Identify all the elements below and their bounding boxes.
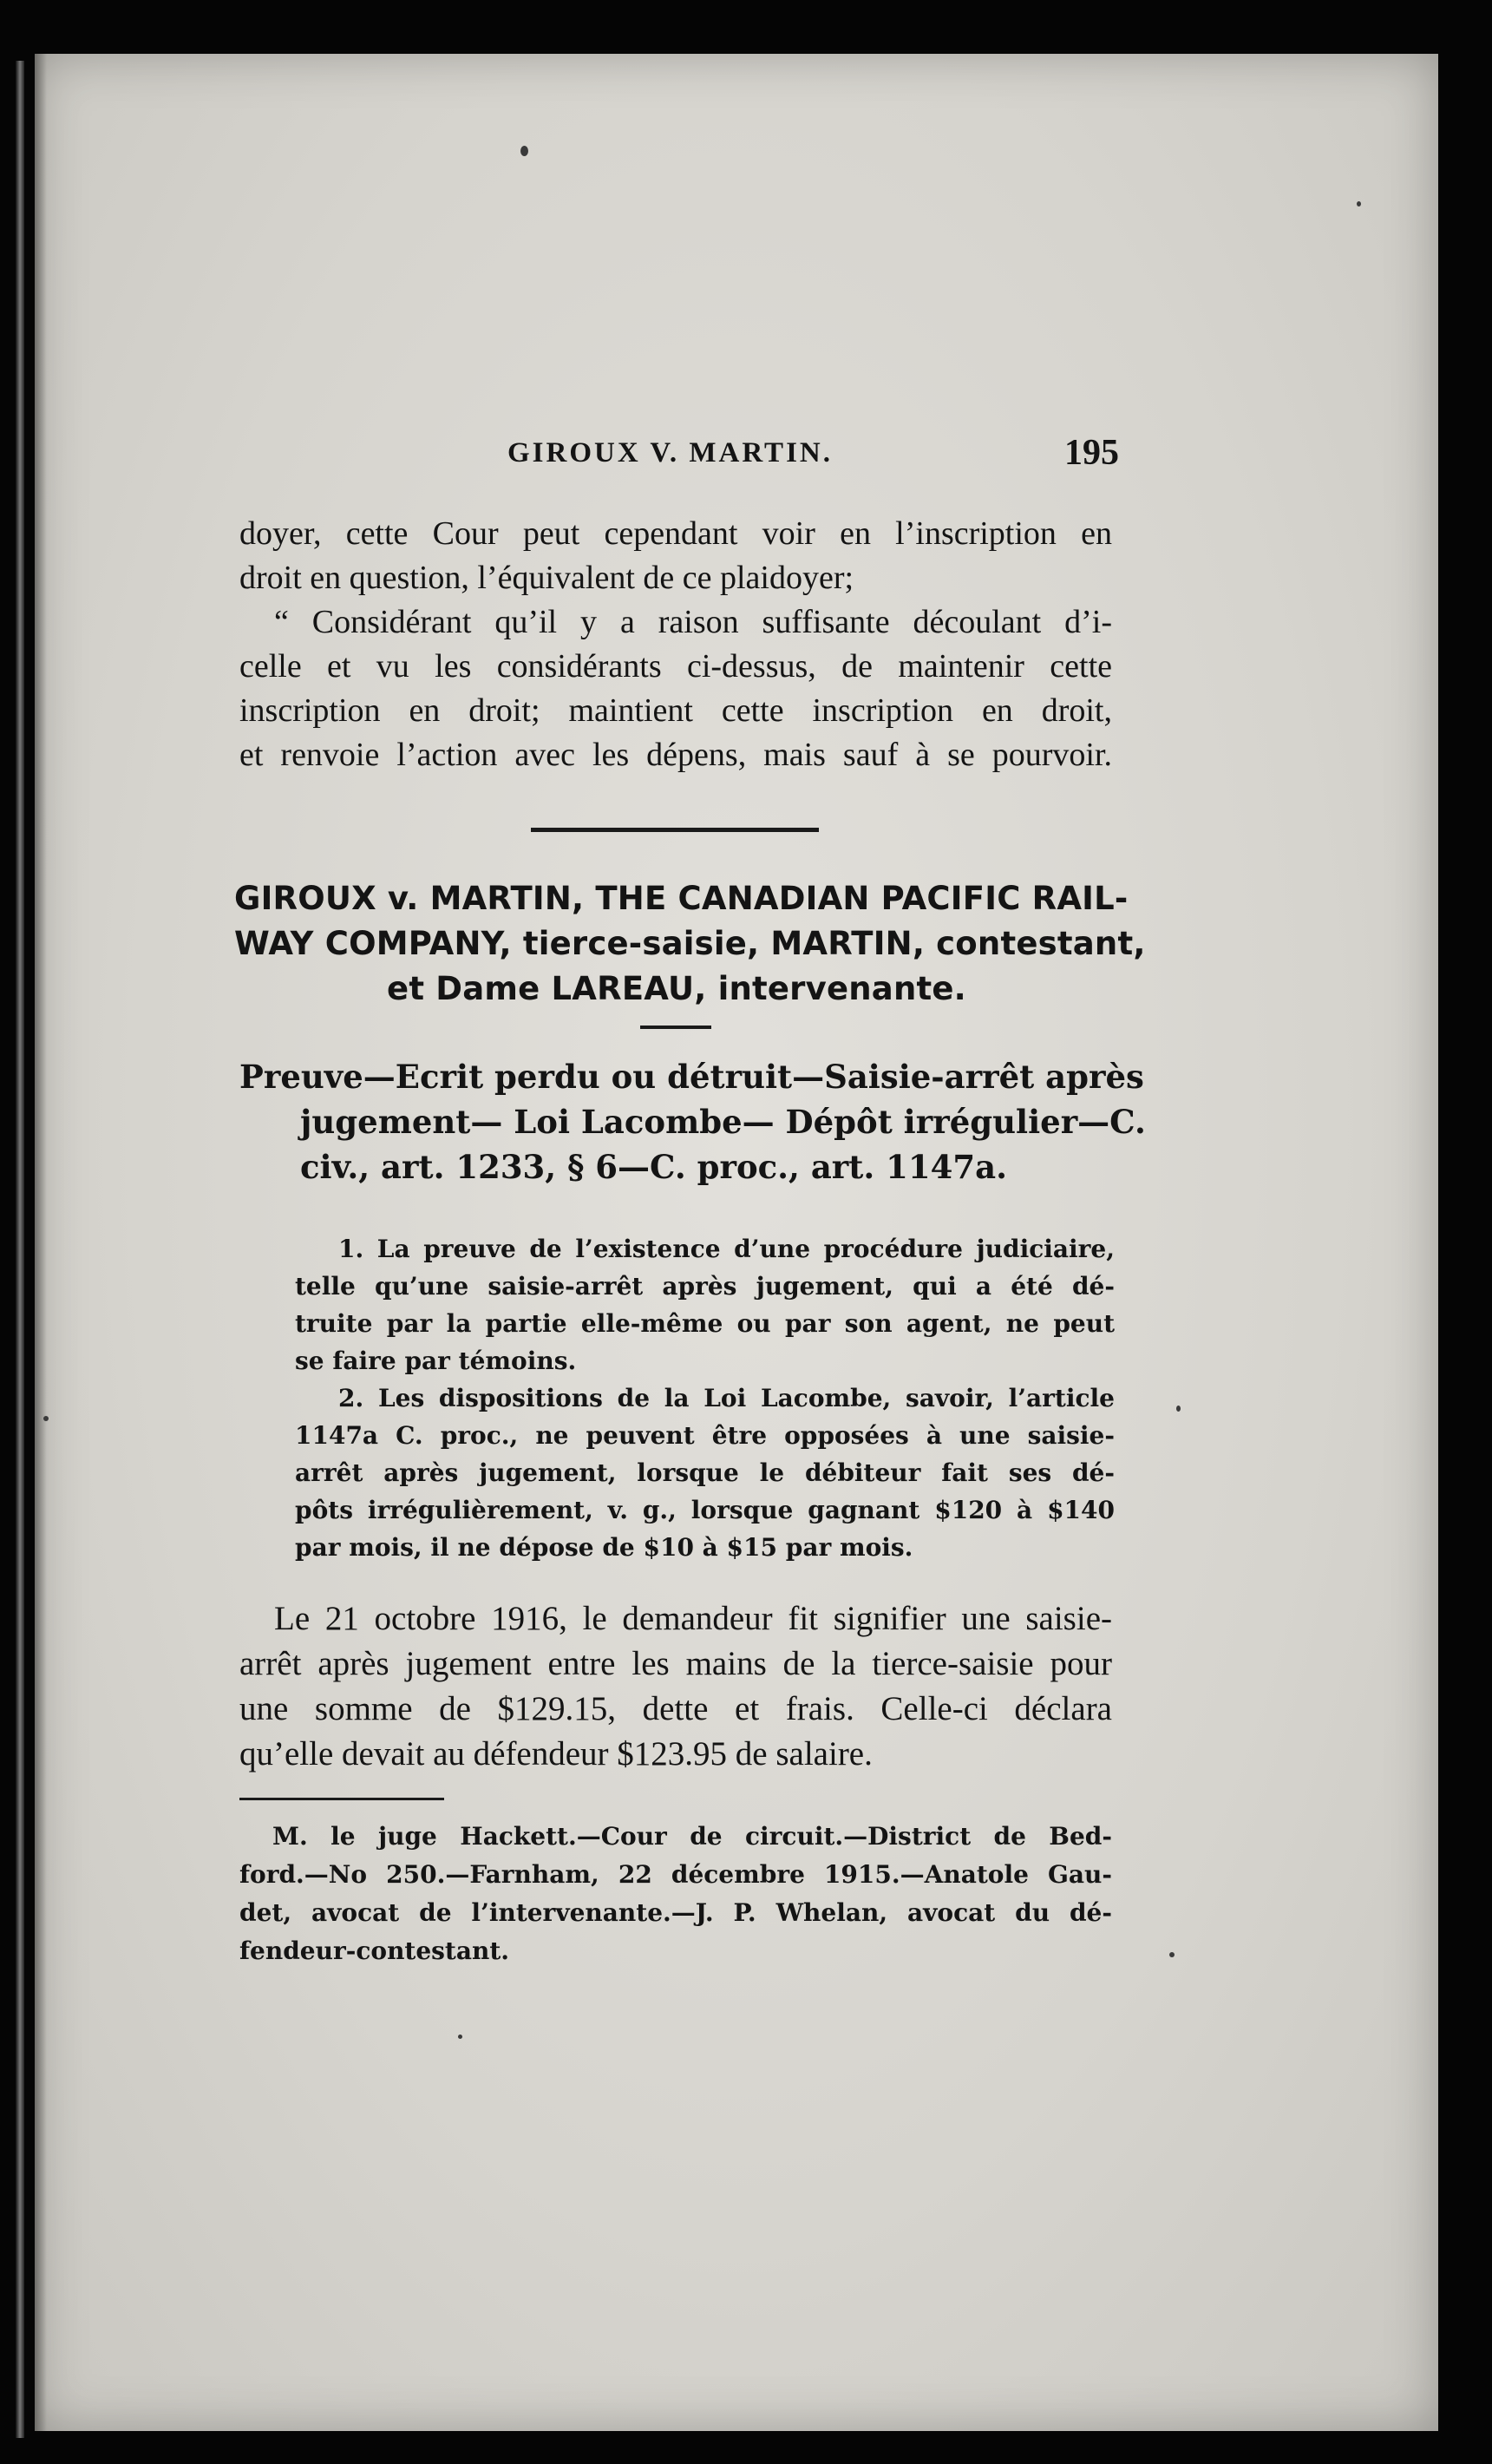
headnote-line: truite par la partie elle-même ou par son agent, ne peut bbox=[295, 1309, 1115, 1338]
case-title bbox=[234, 876, 1146, 1012]
dust-speck bbox=[1357, 201, 1361, 206]
text-line: celle et vu les considérants ci-dessus, de maintenir cette bbox=[239, 648, 1112, 685]
headnote-line: pôts irrégulièrement, v. g., lorsque gagnant $120 à $140 bbox=[295, 1496, 1115, 1524]
keywords-line: Preuve—Ecrit perdu ou détruit—Saisie-arrêt après bbox=[239, 1058, 1144, 1096]
footnote-line: fendeur-contestant. bbox=[239, 1936, 510, 1965]
book-spine-edge bbox=[16, 61, 24, 2438]
section-divider-rule bbox=[531, 828, 819, 832]
case-title-line: WAY COMPANY, tierce-saisie, MARTIN, contestant, bbox=[234, 925, 1146, 962]
case-keywords bbox=[239, 1054, 1146, 1189]
footnote-separator-rule bbox=[239, 1798, 444, 1800]
narrative-line: Le 21 octobre 1916, le demandeur fit signifier une saisie- bbox=[274, 1600, 1112, 1637]
headnote-line: telle qu’une saisie-arrêt après jugement, qui a été dé- bbox=[295, 1272, 1115, 1301]
narrative-line: une somme de $129.15, dette et frais. Celle-ci déclara bbox=[239, 1690, 1112, 1727]
footnote bbox=[239, 1818, 1112, 1970]
headnote-line: 1147a C. proc., ne peuvent être opposées à une saisie- bbox=[295, 1421, 1115, 1450]
text-line: “ Considérant qu’il y a raison suffisante découlant d’i- bbox=[274, 604, 1112, 640]
dust-speck bbox=[1176, 1406, 1181, 1412]
dust-speck bbox=[520, 146, 528, 156]
headnote-line: par mois, il ne dépose de $10 à $15 par mois. bbox=[295, 1533, 913, 1562]
dust-speck bbox=[1169, 1952, 1175, 1957]
case-title-line: et Dame LAREAU, intervenante. bbox=[387, 970, 966, 1007]
case-title-line: GIROUX v. MARTIN, THE CANADIAN PACIFIC RAIL- bbox=[234, 880, 1129, 917]
headnote-line: arrêt après jugement, lorsque le débiteur fait ses dé- bbox=[295, 1458, 1115, 1487]
headnote-line: 2. Les dispositions de la Loi Lacombe, savoir, l’article bbox=[338, 1384, 1115, 1412]
headnote-line: se faire par témoins. bbox=[295, 1347, 577, 1375]
footnote-line: ford.—No 250.—Farnham, 22 décembre 1915.—Anatole Gau- bbox=[239, 1860, 1112, 1889]
headnote-line: 1. La preuve de l’existence d’une procédure judiciaire, bbox=[338, 1235, 1115, 1263]
keywords-line: jugement— Loi Lacombe— Dépôt irrégulier—C. bbox=[300, 1103, 1146, 1141]
keywords-line: civ., art. 1233, § 6—C. proc., art. 1147a. bbox=[300, 1148, 1007, 1186]
running-head bbox=[208, 432, 1119, 481]
page-number: 195 bbox=[1064, 433, 1119, 473]
text-line: droit en question, l’équivalent de ce plaidoyer; bbox=[239, 560, 854, 596]
text-line: inscription en droit; maintient cette inscription en droit, bbox=[239, 692, 1112, 729]
dust-speck bbox=[458, 2035, 462, 2039]
title-divider-rule bbox=[640, 1026, 711, 1029]
previous-case-conclusion bbox=[239, 512, 1112, 777]
page-gutter-shadow bbox=[35, 54, 47, 2431]
narrative-line: arrêt après jugement entre les mains de la tierce-saisie pour bbox=[239, 1645, 1112, 1682]
running-head-title: GIROUX V. MARTIN. bbox=[507, 437, 833, 469]
text-line: doyer, cette Cour peut cependant voir en l’inscription en bbox=[239, 515, 1112, 552]
footnote-line: det, avocat de l’intervenante.—J. P. Whelan, avocat du dé- bbox=[239, 1898, 1112, 1927]
dust-speck bbox=[43, 1416, 49, 1421]
headnotes bbox=[295, 1230, 1115, 1566]
text-line: et renvoie l’action avec les dépens, mais sauf à se pourvoir. bbox=[239, 737, 1112, 773]
case-narrative bbox=[239, 1596, 1112, 1777]
footnote-line: M. le juge Hackett.—Cour de circuit.—District de Bed- bbox=[272, 1822, 1112, 1851]
narrative-line: qu’elle devait au défendeur $123.95 de salaire. bbox=[239, 1735, 873, 1773]
